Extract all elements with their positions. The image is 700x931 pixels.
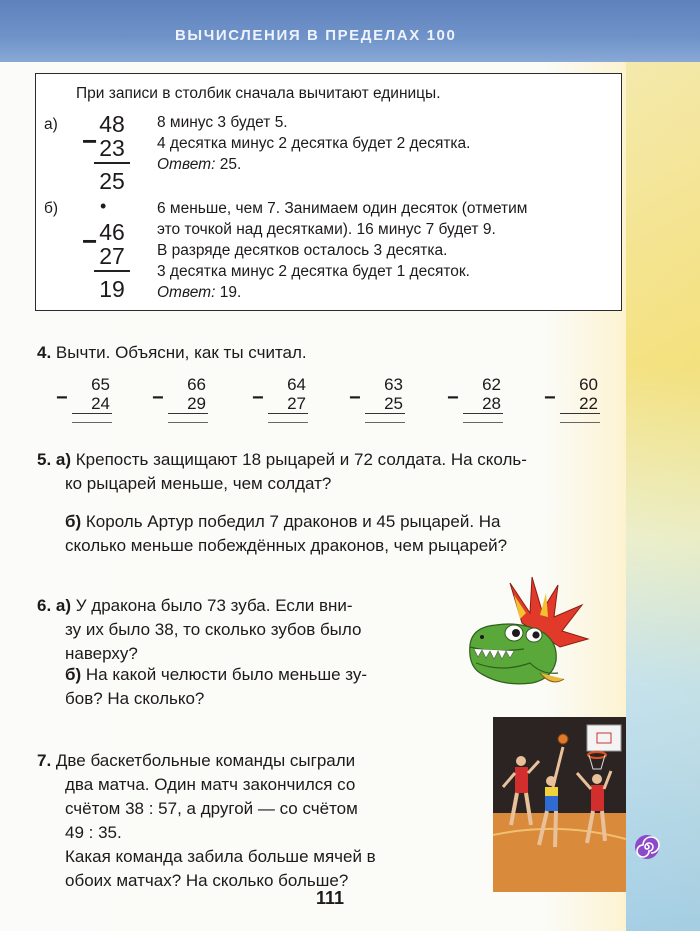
task-5-a bbox=[37, 448, 527, 472]
column-a-line bbox=[94, 162, 130, 164]
column-b bbox=[94, 220, 130, 268]
rule-b-answer bbox=[157, 282, 241, 303]
task-7 bbox=[37, 749, 355, 773]
task-number: 6. bbox=[37, 596, 52, 615]
example: − 66 29 bbox=[168, 375, 208, 423]
task-6-b bbox=[65, 663, 367, 687]
answer-line bbox=[365, 416, 405, 423]
example-top: 60 bbox=[579, 375, 598, 394]
task-number: 4. bbox=[37, 343, 52, 362]
answer-line bbox=[72, 416, 112, 423]
answer-line bbox=[168, 416, 208, 423]
column-b-result-box bbox=[94, 277, 130, 301]
sub-label: б) bbox=[65, 512, 82, 531]
example-top: 64 bbox=[287, 375, 306, 394]
column-a-result-box bbox=[94, 169, 130, 193]
spiral-icon bbox=[633, 833, 661, 861]
sub-label: а) bbox=[55, 596, 72, 615]
rule-b-line-4: 3 десятка минус 2 десятка будет 1 десяток. bbox=[157, 263, 470, 280]
rule-intro: При записи в столбик сначала вычитают единицы. bbox=[76, 85, 441, 102]
rule-a-label: а) bbox=[44, 116, 58, 133]
task-5-b-line-2: сколько меньше побеждённых драконов, чем рыцарей? bbox=[65, 536, 508, 555]
task-5-b-line-1: Король Артур победил 7 драконов и 45 рыцарей. На bbox=[85, 512, 501, 531]
task-6-a-line-3: наверху? bbox=[65, 644, 138, 663]
example-bottom: 28 bbox=[463, 394, 503, 414]
answer-label: Ответ: bbox=[157, 284, 216, 301]
task-7-line-1: Две баскетбольные команды сыграли bbox=[55, 751, 356, 770]
rule-a-answer bbox=[157, 154, 241, 175]
task-6-a-line-2: зу их было 38, то сколько зубов было bbox=[65, 620, 362, 639]
rule-box bbox=[35, 73, 622, 311]
example: − 63 25 bbox=[365, 375, 405, 423]
rule-b-line-1: 6 меньше, чем 7. Занимаем один десяток (отметим bbox=[157, 200, 528, 217]
example: − 65 24 bbox=[72, 375, 112, 423]
task-6-a bbox=[37, 594, 353, 618]
task-5-a-line-1: Крепость защищают 18 рыцарей и 72 солдата. На сколь- bbox=[75, 450, 527, 469]
rule-b-line-2: это точкой над десятками). 16 минус 7 будет 9. bbox=[157, 221, 496, 238]
example-top: 66 bbox=[187, 375, 206, 394]
rule-b-label: б) bbox=[44, 200, 59, 217]
example-top: 63 bbox=[384, 375, 403, 394]
task-7-line-2: два матча. Один матч закончился со bbox=[65, 775, 356, 794]
minus-sign: − bbox=[82, 226, 98, 256]
task-6-b-line-2: бов? На сколько? bbox=[65, 689, 205, 708]
column-a-subtrahend: 23 bbox=[99, 135, 125, 161]
answer-line bbox=[268, 416, 308, 423]
dragon-illustration bbox=[462, 575, 590, 693]
rule-b-line-3: В разряде десятков осталось 3 десятка. bbox=[157, 242, 448, 259]
example-bottom: 29 bbox=[168, 394, 208, 414]
task-7-line-6: обоих матчах? На сколько больше? bbox=[65, 871, 349, 890]
column-b-subtrahend: 27 bbox=[99, 243, 125, 269]
borrow-dot: • bbox=[100, 196, 107, 216]
example-bottom: 25 bbox=[365, 394, 405, 414]
column-a bbox=[94, 112, 130, 160]
example-bottom: 27 bbox=[268, 394, 308, 414]
header-title: ВЫЧИСЛЕНИЯ В ПРЕДЕЛАХ 100 bbox=[175, 27, 457, 44]
answer-line bbox=[560, 416, 600, 423]
column-a-result: 25 bbox=[99, 168, 125, 194]
sub-label: а) bbox=[55, 450, 72, 469]
column-b-line bbox=[94, 270, 130, 272]
task-5-b bbox=[65, 510, 501, 534]
task-4 bbox=[37, 341, 307, 365]
column-b-minuend: 46 bbox=[99, 219, 125, 245]
example-bottom: 24 bbox=[72, 394, 112, 414]
answer-value: 25. bbox=[219, 156, 242, 173]
task-7-line-4: 49 : 35. bbox=[65, 823, 122, 842]
example: − 64 27 bbox=[268, 375, 308, 423]
task-number: 7. bbox=[37, 751, 52, 770]
basketball-illustration bbox=[493, 717, 626, 892]
answer-label: Ответ: bbox=[157, 156, 216, 173]
page-header bbox=[0, 0, 700, 62]
answer-line bbox=[463, 416, 503, 423]
task-number: 5. bbox=[37, 450, 52, 469]
task-5-a-line-2: ко рыцарей меньше, чем солдат? bbox=[65, 474, 332, 493]
example-bottom: 22 bbox=[560, 394, 600, 414]
minus-sign: − bbox=[82, 126, 98, 156]
task-7-line-5: Какая команда забила больше мячей в bbox=[65, 847, 376, 866]
answer-value: 19. bbox=[219, 284, 242, 301]
example: − 60 22 bbox=[560, 375, 600, 423]
example-top: 65 bbox=[91, 375, 110, 394]
side-color-strip bbox=[626, 60, 700, 931]
rule-a-line-2: 4 десятка минус 2 десятка будет 2 десятка. bbox=[157, 135, 471, 152]
rule-a-line-1: 8 минус 3 будет 5. bbox=[157, 114, 288, 131]
page-number: 111 bbox=[315, 888, 345, 908]
task-4-text: Вычти. Объясни, как ты считал. bbox=[55, 343, 307, 362]
column-b-result: 19 bbox=[99, 276, 125, 302]
example: − 62 28 bbox=[463, 375, 503, 423]
column-a-minuend: 48 bbox=[99, 111, 125, 137]
example-top: 62 bbox=[482, 375, 501, 394]
task-6-b-line-1: На какой челюсти было меньше зу- bbox=[85, 665, 368, 684]
task-7-line-3: счётом 38 : 57, а другой — со счётом bbox=[65, 799, 358, 818]
task-6-a-line-1: У дракона было 73 зуба. Если вни- bbox=[75, 596, 353, 615]
sub-label: б) bbox=[65, 665, 82, 684]
